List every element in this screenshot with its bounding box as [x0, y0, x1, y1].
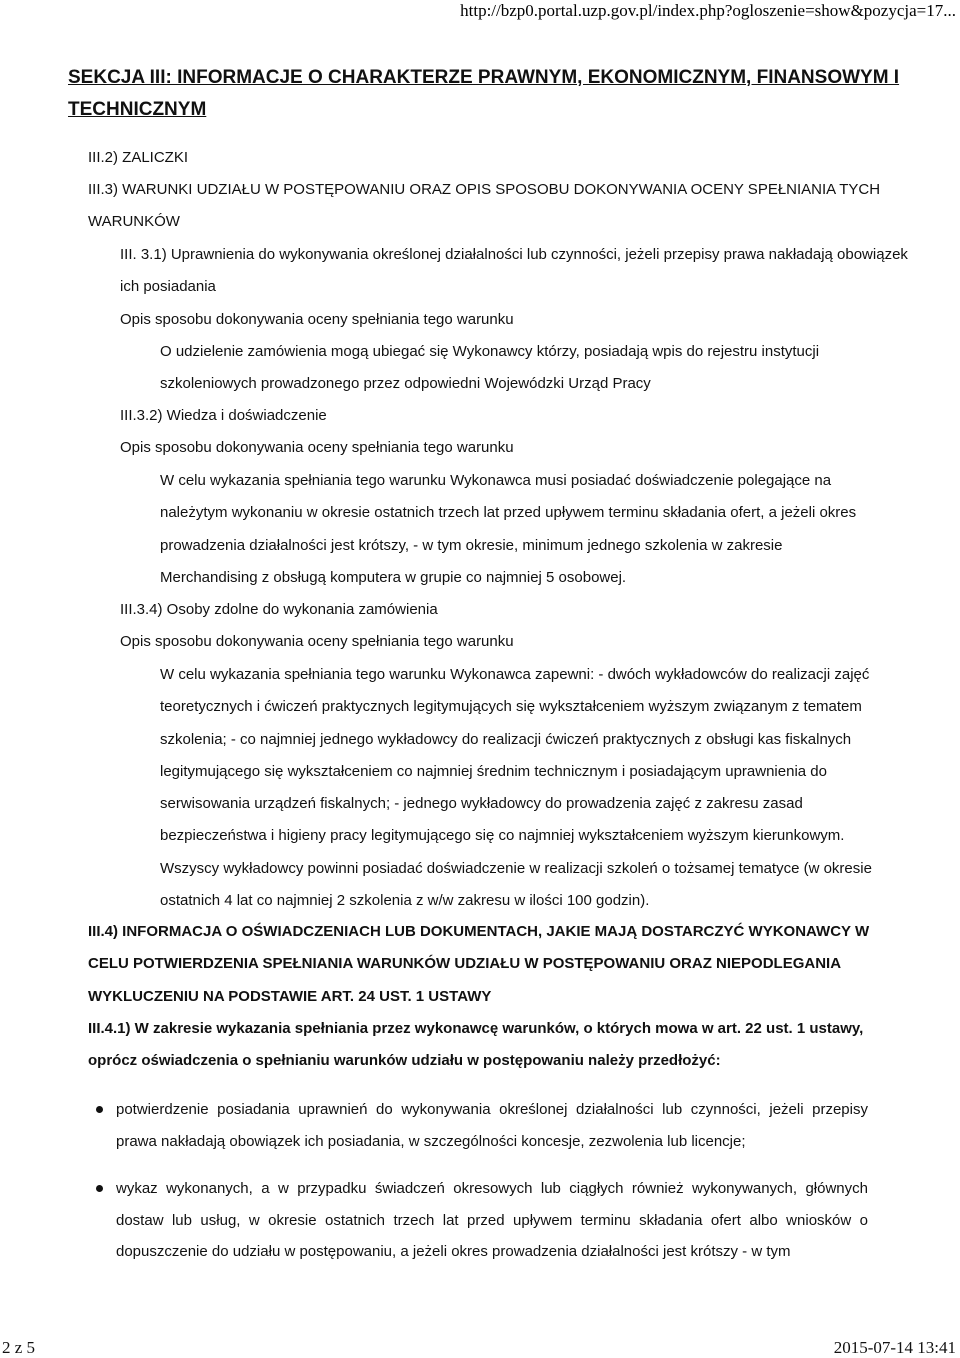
heading-iii32: III.3.2) Wiedza i doświadczenie [120, 407, 327, 424]
page-url: http://bzp0.portal.uzp.gov.pl/index.php?ogloszenie=show&pozycja=17... [460, 1, 956, 20]
heading-iii34: III.3.4) Osoby zdolne do wykonania zamówienia [120, 601, 438, 618]
list-item: potwierdzenie posiadania uprawnień do wykonywania określonej działalności lub czynności, jeżeli przepisy prawa nakładają obowiązek ich posiadania, w szczególności koncesje, zezwolenia lub licencje; [88, 1094, 868, 1157]
heading-iii31: III. 3.1) Uprawnienia do wykonywania określonej działalności lub czynności, jeżeli przepisy prawa nakładają obowiązek ich posiadania [120, 246, 908, 296]
opis-label-iii32: Opis sposobu dokonywania oceny spełniania tego warunku [120, 439, 514, 456]
document-list [88, 1094, 868, 1268]
heading-iii3: III.3) WARUNKI UDZIAŁU W POSTĘPOWANIU ORAZ OPIS SPOSOBU DOKONYWANIA OCENY SPEŁNIANIA TYCH WARUNKÓW [88, 181, 881, 231]
section-title: SEKCJA III: INFORMACJE O CHARAKTERZE PRAWNYM, EKONOMICZNYM, FINANSOWYM I TECHNICZNYM [68, 67, 900, 120]
text-iii32: W celu wykazania spełniania tego warunku Wykonawca musi posiadać doświadczenie polegające na należytym wykonaniu w okresie ostatnich trzech lat przed upływem terminu składania ofert, a jeżeli okres prowadzenia działalności jest krótszy, - w tym okresie, minimum jednego szkolenia w zakresie Merchandising z obsługą komputera w grupie co najmniej 5 osobowej. [160, 472, 857, 586]
text-iii34: W celu wykazania spełniania tego warunku Wykonawca zapewni: - dwóch wykładowców do realizacji zajęć teoretycznych i ćwiczeń praktycznych legitymujących się wykształceniem wyższym związanym z tematem szkolenia; - co najmniej jednego wykładowcy do realizacji ćwiczeń praktycznych z obsługi kas fiskalnych legitymującego się wykształceniem co najmniej średnim technicznym i posiadającym uprawnienia do serwisowania urządzeń fiskalnych; - jednego wykładowcy do prowadzenia zajęć z zakresu zasad bezpieczeństwa i higieny pracy legitymującego się co najmniej wykształceniem wyższym kierunkowym. Wszyscy wykładowcy powinni posiadać doświadczenie w realizacji szkoleń o tożsamej tematyce (w okresie ostatnich 4 lat co najmniej 2 szkolenia z w/w zakresu w ilości 100 godzin). [160, 666, 872, 910]
print-datetime: 2015-07-14 13:41 [833, 1338, 956, 1357]
text-iii31: O udzielenie zamówienia mogą ubiegać się Wykonawcy którzy, posiadają wpis do rejestru instytucji szkoleniowych prowadzonego przez odpowiedni Wojewódzki Urząd Pracy [160, 343, 820, 393]
list-item: wykaz wykonanych, a w przypadku świadczeń okresowych lub ciągłych również wykonywanych, głównych dostaw lub usług, w okresie ostatnich trzech lat przed upływem terminu składania ofert albo wniosków o dopuszczenie do udziału w postępowaniu, a jeżeli okres prowadzenia działalności jest krótszy - w tym [88, 1173, 868, 1268]
opis-label-iii34: Opis sposobu dokonywania oceny spełniania tego warunku [120, 633, 514, 650]
heading-iii2: III.2) ZALICZKI [88, 149, 189, 166]
heading-iii4: III.4) INFORMACJA O OŚWIADCZENIACH LUB DOKUMENTACH, JAKIE MAJĄ DOSTARCZYĆ WYKONAWCY W CELU POTWIERDZENIA SPEŁNIANIA WARUNKÓW UDZIAŁU W POSTĘPOWANIU ORAZ NIEPODLEGANIA WYKLUCZENIU NA PODSTAWIE ART. 24 UST. 1 USTAWY [88, 923, 870, 1005]
page-number: 2 z 5 [2, 1338, 36, 1357]
heading-iii41: III.4.1) W zakresie wykazania spełniania przez wykonawcę warunków, o których mowa w art. 22 ust. 1 ustawy, oprócz oświadczenia o spełnianiu warunków udziału w postępowaniu należy przedłożyć: [88, 1020, 864, 1070]
opis-label-iii31: Opis sposobu dokonywania oceny spełniania tego warunku [120, 311, 514, 328]
